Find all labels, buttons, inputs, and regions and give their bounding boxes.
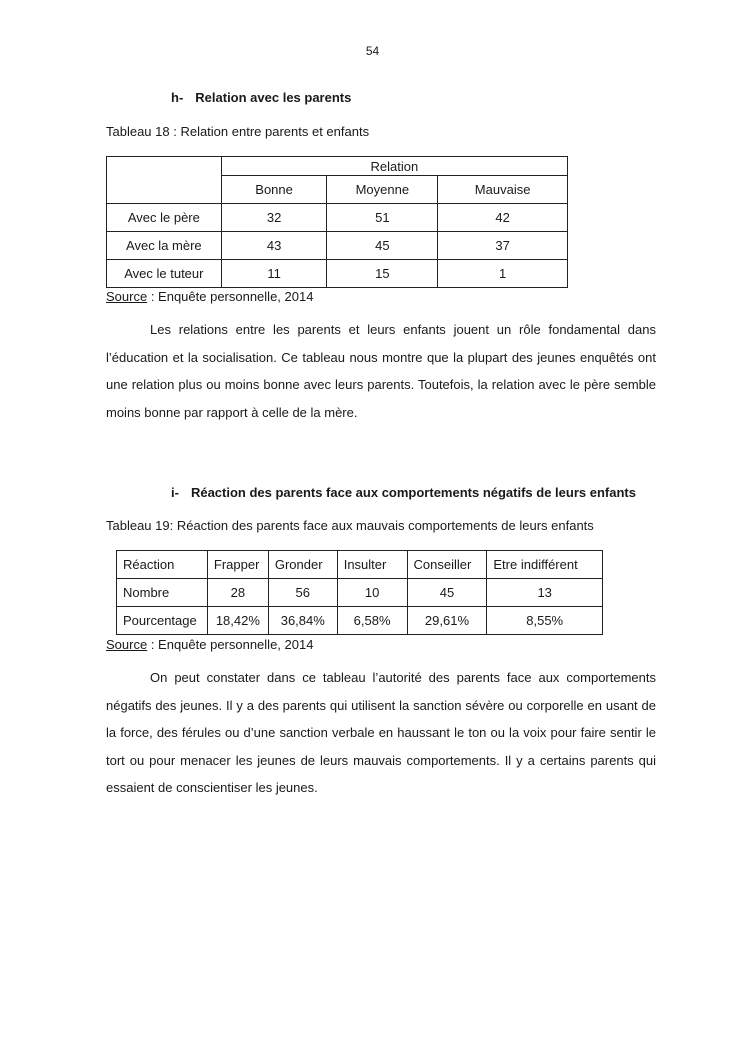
column-header: Moyenne [327, 176, 438, 204]
row-label: Réaction [117, 551, 208, 579]
table-19-caption: Tableau 19: Réaction des parents face aux mauvais comportements de leurs enfants [106, 518, 594, 533]
table-cell: 36,84% [268, 607, 337, 635]
table-cell: 8,55% [487, 607, 603, 635]
table-cell: 6,58% [337, 607, 407, 635]
paragraph-1: Les relations entre les parents et leurs enfants jouent un rôle fondamental dans l’éducation et la socialisation. Ce tableau nous montre que la plupart des jeunes enquêtés ont une relation plus ou moins bonne avec leurs parents. Toutefois, la relation avec le père semble moins bonne par rapport à celle de la mère. [106, 322, 656, 420]
table-cell: 45 [407, 579, 487, 607]
source-text: : Enquête personnelle, 2014 [147, 289, 314, 304]
table-cell: 45 [327, 232, 438, 260]
section-title: Relation avec les parents [195, 90, 352, 105]
column-header: Conseiller [407, 551, 487, 579]
source-note-1 [106, 289, 313, 304]
table-cell: 18,42% [207, 607, 268, 635]
table-18 [106, 156, 568, 288]
column-header: Mauvaise [438, 176, 568, 204]
section-heading-h [171, 90, 351, 105]
section-heading-i [171, 485, 636, 500]
table-cell: 10 [337, 579, 407, 607]
table-cell: 37 [438, 232, 568, 260]
column-header: Frapper [207, 551, 268, 579]
table-cell: 51 [327, 204, 438, 232]
page-number: 54 [365, 44, 380, 58]
source-note-2 [106, 637, 313, 652]
column-header: Gronder [268, 551, 337, 579]
section-title: Réaction des parents face aux comportements négatifs de leurs enfants [190, 485, 636, 500]
column-group-header: Relation [221, 157, 567, 176]
table-cell: 1 [438, 260, 568, 288]
table-cell: 29,61% [407, 607, 487, 635]
table-row [107, 232, 568, 260]
source-text: : Enquête personnelle, 2014 [147, 637, 314, 652]
table-cell: 56 [268, 579, 337, 607]
table-18-caption: Tableau 18 : Relation entre parents et enfants [106, 124, 370, 139]
table-row [107, 204, 568, 232]
table-cell: 11 [221, 260, 327, 288]
table-row [117, 607, 603, 635]
row-label: Avec le tuteur [107, 260, 222, 288]
table-cell: 13 [487, 579, 603, 607]
table-19 [116, 550, 603, 635]
column-header: Insulter [337, 551, 407, 579]
row-label: Avec le père [107, 204, 222, 232]
table-cell: 15 [327, 260, 438, 288]
row-label: Pourcentage [117, 607, 208, 635]
column-header: Etre indifférent [487, 551, 603, 579]
paragraph-2: On peut constater dans ce tableau l’autorité des parents face aux comportements négatifs des jeunes. Il y a des parents qui utilisent la sanction sévère ou corporelle en usant de la force, des férules ou d’une sanction verbale en haussant le ton ou la voix pour faire sentir le tort ou pour menacer les jeunes de leurs mauvais comportements. Il y a certains parents qui essaient de conscientiser les jeunes. [106, 670, 656, 795]
table-cell: 43 [221, 232, 327, 260]
row-label: Avec la mère [107, 232, 222, 260]
table-row [107, 260, 568, 288]
section-marker: h- [171, 90, 184, 105]
row-label: Nombre [117, 579, 208, 607]
column-header: Bonne [221, 176, 327, 204]
table-cell: 32 [221, 204, 327, 232]
table-corner-cell [107, 157, 222, 204]
table-cell: 28 [207, 579, 268, 607]
table-cell: 42 [438, 204, 568, 232]
table-row [117, 579, 603, 607]
source-label: Source [106, 637, 148, 652]
source-label: Source [106, 289, 148, 304]
section-marker: i- [171, 485, 179, 500]
